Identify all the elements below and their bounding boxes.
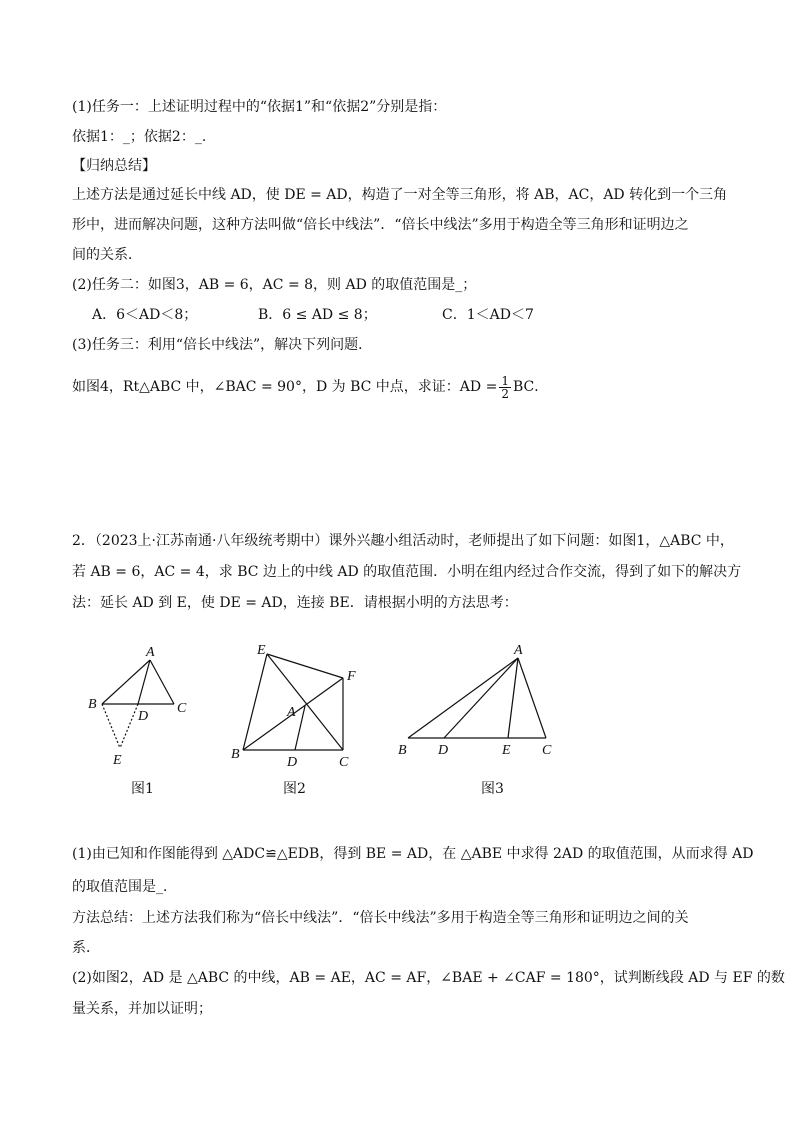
fig2-caption: 图2	[283, 781, 306, 797]
summary-line-3: 间的关系．	[72, 247, 142, 263]
problem2-line-1: 2．（2023上·江苏南通·八年级统考期中）课外兴趣小组活动时，老师提出了如下问题：如图1，△ABC 中，	[72, 533, 734, 549]
fig2-label-f: F	[347, 669, 356, 684]
fig2-segment-ef	[267, 654, 343, 678]
fig3-segment-ab	[408, 658, 518, 738]
fig3-segment-ad	[444, 658, 518, 738]
fig2-label-b: B	[231, 747, 240, 762]
fig1-caption: 图1	[131, 781, 154, 797]
task1-title: (1)任务一：上述证明过程中的“依据1”和“依据2”分别是指：	[72, 99, 447, 115]
fig1-label-c: C	[177, 701, 187, 716]
fig1-segment-ab	[102, 660, 150, 704]
fig1-label-a: A	[146, 645, 155, 660]
fig3-label-d: D	[438, 743, 449, 758]
fraction-denominator: 2	[501, 386, 509, 401]
p2-task1-line-1: (1)由已知和作图能得到 △ADC≌△EDB，得到 BE = AD，在 △ABE 中求得 2AD 的取值范围，从而求得 AD	[72, 846, 754, 862]
fig2-segment-ad	[295, 706, 305, 750]
p2-task2-line-1: (2)如图2，AD 是 △ABC 的中线，AB = AE，AC = AF，∠BAE + ∠CAF = 180°，试判断线段 AD 与 EF 的数	[72, 970, 785, 986]
task3-title: (3)任务三：利用“倍长中线法”，解决下列问题．	[72, 337, 373, 353]
task1-basis: 依据1：_；依据2：_.	[72, 129, 207, 145]
problem2-line-2: 若 AB = 6，AC = 4，求 BC 边上的中线 AD 的取值范围．小明在组内经过合作交流，得到了如下的解决方	[72, 564, 742, 580]
fig3-label-e: E	[502, 743, 511, 758]
fig2-label-e: E	[257, 643, 266, 658]
fig3-label-a: A	[514, 643, 523, 658]
p2-task2-line-2: 量关系，并加以证明；	[72, 1001, 212, 1017]
fig3-caption: 图3	[481, 781, 504, 797]
problem2-line-3: 法：延长 AD 到 E，使 DE = AD，连接 BE．请根据小明的方法思考：	[72, 595, 518, 611]
fig3-segment-ae	[508, 658, 518, 738]
fig1-label-b: B	[88, 697, 97, 712]
fig1-segment-be	[102, 704, 120, 748]
figure-1	[80, 640, 200, 770]
figure-2	[225, 640, 365, 775]
summary-line-1: 上述方法是通过延长中线 AD，使 DE = AD，构造了一对全等三角形，将 AB，AC，AD 转化到一个三角	[72, 187, 728, 203]
fig1-segment-ac	[150, 660, 174, 704]
method-line-2: 系．	[72, 940, 100, 956]
summary-line-2: 形中，进而解决问题，这种方法叫做“倍长中线法”．“倍长中线法”多用于构造全等三角形和证明边之	[72, 217, 689, 233]
task2-option-c: C．1＜AD＜7	[442, 307, 534, 323]
task2-option-a: A．6＜AD＜8；	[92, 307, 198, 323]
figure-3	[390, 640, 570, 765]
fig1-label-d: D	[138, 709, 149, 724]
fraction-numerator: 1	[501, 373, 509, 388]
fraction-one-half	[499, 375, 511, 400]
task3-statement-suffix: BC．	[512, 379, 549, 395]
fig2-label-c: C	[339, 755, 349, 770]
fig3-label-b: B	[398, 743, 407, 758]
p2-task1-line-2: 的取值范围是_．	[72, 879, 177, 895]
fig2-label-a: A	[287, 705, 296, 720]
task2-option-b: B．6 ≤ AD ≤ 8；	[258, 307, 377, 323]
fig3-label-c: C	[542, 743, 552, 758]
method-line-1: 方法总结：上述方法我们称为“倍长中线法”．“倍长中线法”多用于构造全等三角形和证明边之间的关	[72, 910, 689, 926]
fig2-label-d: D	[287, 755, 298, 770]
fig1-label-e: E	[113, 753, 122, 768]
task2-question: (2)任务二：如图3，AB = 6，AC = 8，则 AD 的取值范围是_；	[72, 277, 477, 293]
task3-statement	[72, 372, 732, 402]
fig1-segment-ad	[138, 660, 150, 704]
fig3-segment-ac	[518, 658, 546, 738]
task3-statement-prefix: 如图4，Rt△ABC 中，∠BAC = 90°，D 为 BC 中点，求证：AD =	[72, 379, 498, 395]
fig2-segment-ec	[267, 654, 343, 750]
fig1-segment-de	[120, 704, 138, 748]
summary-heading: 【归纳总结】	[72, 158, 156, 174]
